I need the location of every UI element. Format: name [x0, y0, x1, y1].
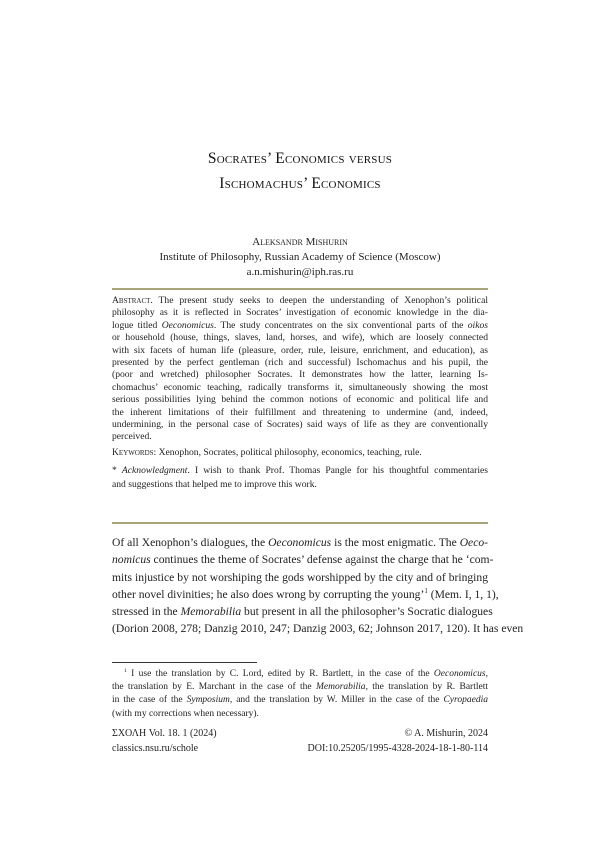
top-divider [112, 288, 488, 290]
doi[interactable]: DOI:10.25205/1995-4328-2024-18-1-80-114 [307, 743, 488, 754]
text-line [112, 464, 488, 478]
text-segment: is the most enigmatic. The [331, 536, 460, 549]
text-segment: presented by the perfect gentleman (rich and successful) Ischomachus and his pupil, the [112, 357, 488, 369]
text-line [112, 478, 488, 492]
bottom-divider [112, 522, 488, 524]
text-line [112, 407, 488, 419]
text-segment: Abstract. [112, 295, 153, 306]
text-segment: Keywords: [112, 447, 157, 458]
text-segment: . I wish to thank Prof. Thomas Pangle for his thoughtful commentaries [187, 465, 488, 476]
journal-issue: ΣΧΟΛΗ Vol. 18. 1 (2024) [112, 728, 217, 739]
text-line [112, 694, 488, 707]
text-segment: with six facets of human life (pleasure, order, rule, leisure, enrichment, and education), as [112, 344, 488, 356]
text-segment: Oeconomicus [161, 319, 214, 331]
text-line [112, 668, 488, 681]
text-line [112, 382, 488, 394]
text-line [112, 551, 494, 568]
text-segment: , and the translation by W. Miller in the case of the [229, 695, 444, 706]
text-line [112, 681, 488, 694]
text-segment: Memorabilia [315, 682, 366, 693]
text-segment: mits injustice by not worshiping the gods worshipped by the city and of bringing [112, 570, 488, 584]
text-segment: stressed in the [112, 605, 181, 619]
text-segment: Acknowledgment [121, 465, 188, 476]
text-line [112, 708, 488, 721]
body-text [112, 534, 524, 638]
text-segment: Cyropaedia [443, 695, 488, 706]
text-segment: , the translation by R. Bartlett [365, 682, 488, 693]
text-line [112, 357, 488, 369]
text-line [112, 307, 488, 319]
text-line [112, 419, 488, 431]
text-segment: (Dorion 2008, 278; Danzig 2010, 247; Danzig 2003, 62; Johnson 2017, 120). It has even [112, 622, 524, 636]
text-segment: Memorabilia [180, 605, 242, 619]
abstract [112, 295, 488, 444]
footnote [112, 668, 488, 721]
text-segment: Oeconomicus [433, 669, 486, 679]
text-segment: the inherent limitations of their fulfillment and threatening to undermine (and, indeed, [112, 406, 488, 418]
title-line-2: Ischomachus’ Economics [219, 175, 381, 192]
journal-url[interactable]: classics.nsu.ru/schole [112, 743, 199, 754]
text-segment: * [112, 465, 122, 476]
text-segment: chomachus’ economic teaching, radically transforms it, simultaneously showing the most [112, 381, 488, 393]
text-segment: . The study concentrates on the six conventional parts of the [213, 319, 468, 331]
text-segment: but present in all the philosopher’s Socratic dialogues [241, 605, 493, 619]
text-line [112, 534, 488, 551]
text-segment: Xenophon, Socrates, political philosophy, economics, teaching, rule. [156, 447, 422, 458]
text-segment: Symposium [186, 695, 230, 706]
text-line [112, 345, 488, 357]
text-segment: and suggestions that helped me to improve this work. [112, 478, 317, 490]
footnote-marker[interactable]: 1 [124, 667, 127, 674]
text-line [112, 369, 488, 381]
text-segment: Oeconomicus [268, 536, 332, 549]
text-segment: continues the theme of Socrates’ defense against the charge that he ‘com- [150, 553, 494, 567]
text-line [112, 332, 488, 344]
text-line [112, 569, 488, 586]
text-line [112, 295, 488, 307]
keywords [112, 446, 488, 460]
text-segment: other novel divinities; he also does wrong by corrupting the young’ [112, 587, 425, 601]
text-segment: in the case of the [112, 695, 187, 706]
title-line-1: Socrates’ Economics versus [207, 150, 393, 167]
author-email[interactable]: a.n.mishurin@iph.ras.ru [246, 266, 354, 278]
acknowledgment [112, 464, 488, 491]
page-footer [112, 726, 488, 756]
text-line [112, 620, 524, 637]
text-line [112, 586, 499, 603]
text-segment: serious possibilities lying behind the common notions of economic and political life and [112, 394, 488, 406]
text-segment: , [485, 669, 488, 679]
text-segment: Oeco- [459, 536, 489, 549]
text-segment: The present study seeks to deepen the understanding of Xenophon’s political [152, 295, 488, 306]
text-line [112, 603, 493, 620]
footnote-marker[interactable]: 1 [424, 587, 428, 596]
text-segment: (Mem. I, 1, 1), [427, 587, 499, 601]
text-segment: or household (house, things, slaves, land, horses, and wife), which are loosely connected [112, 332, 488, 344]
text-segment: I use the translation by C. Lord, edited by R. Bartlett, in the case of the [126, 669, 434, 679]
copyright: © A. Mishurin, 2024 [404, 728, 488, 739]
text-segment: (with my corrections when necessary). [112, 708, 259, 719]
author-block [112, 235, 488, 280]
text-line [112, 320, 488, 332]
author-name: Aleksandr Mishurin [252, 236, 348, 248]
text-segment: logue titled [112, 319, 162, 331]
text-segment: the translation by E. Marchant in the case of the [112, 682, 316, 693]
text-segment: nomicus [112, 553, 151, 567]
text-line [112, 446, 488, 460]
footnote-divider [112, 662, 257, 663]
article-title [112, 146, 488, 196]
text-segment: oikos [467, 319, 489, 331]
text-segment: philosophy as it is reflected in Socrates’ investigation of economic knowledge in the dia- [112, 307, 488, 319]
text-segment: perceived. [112, 431, 152, 443]
text-segment: undermining, in the personal case of Socrates) said ways of life as they are conventionally [112, 419, 488, 431]
text-segment: Of all Xenophon’s dialogues, the [112, 536, 269, 549]
text-line [112, 431, 488, 443]
text-segment: (poor and wretched) philosopher Socrates. It demonstrates how the latter, learning Is- [112, 369, 488, 381]
text-line [112, 394, 488, 406]
author-affiliation: Institute of Philosophy, Russian Academy of Science (Moscow) [159, 251, 441, 263]
